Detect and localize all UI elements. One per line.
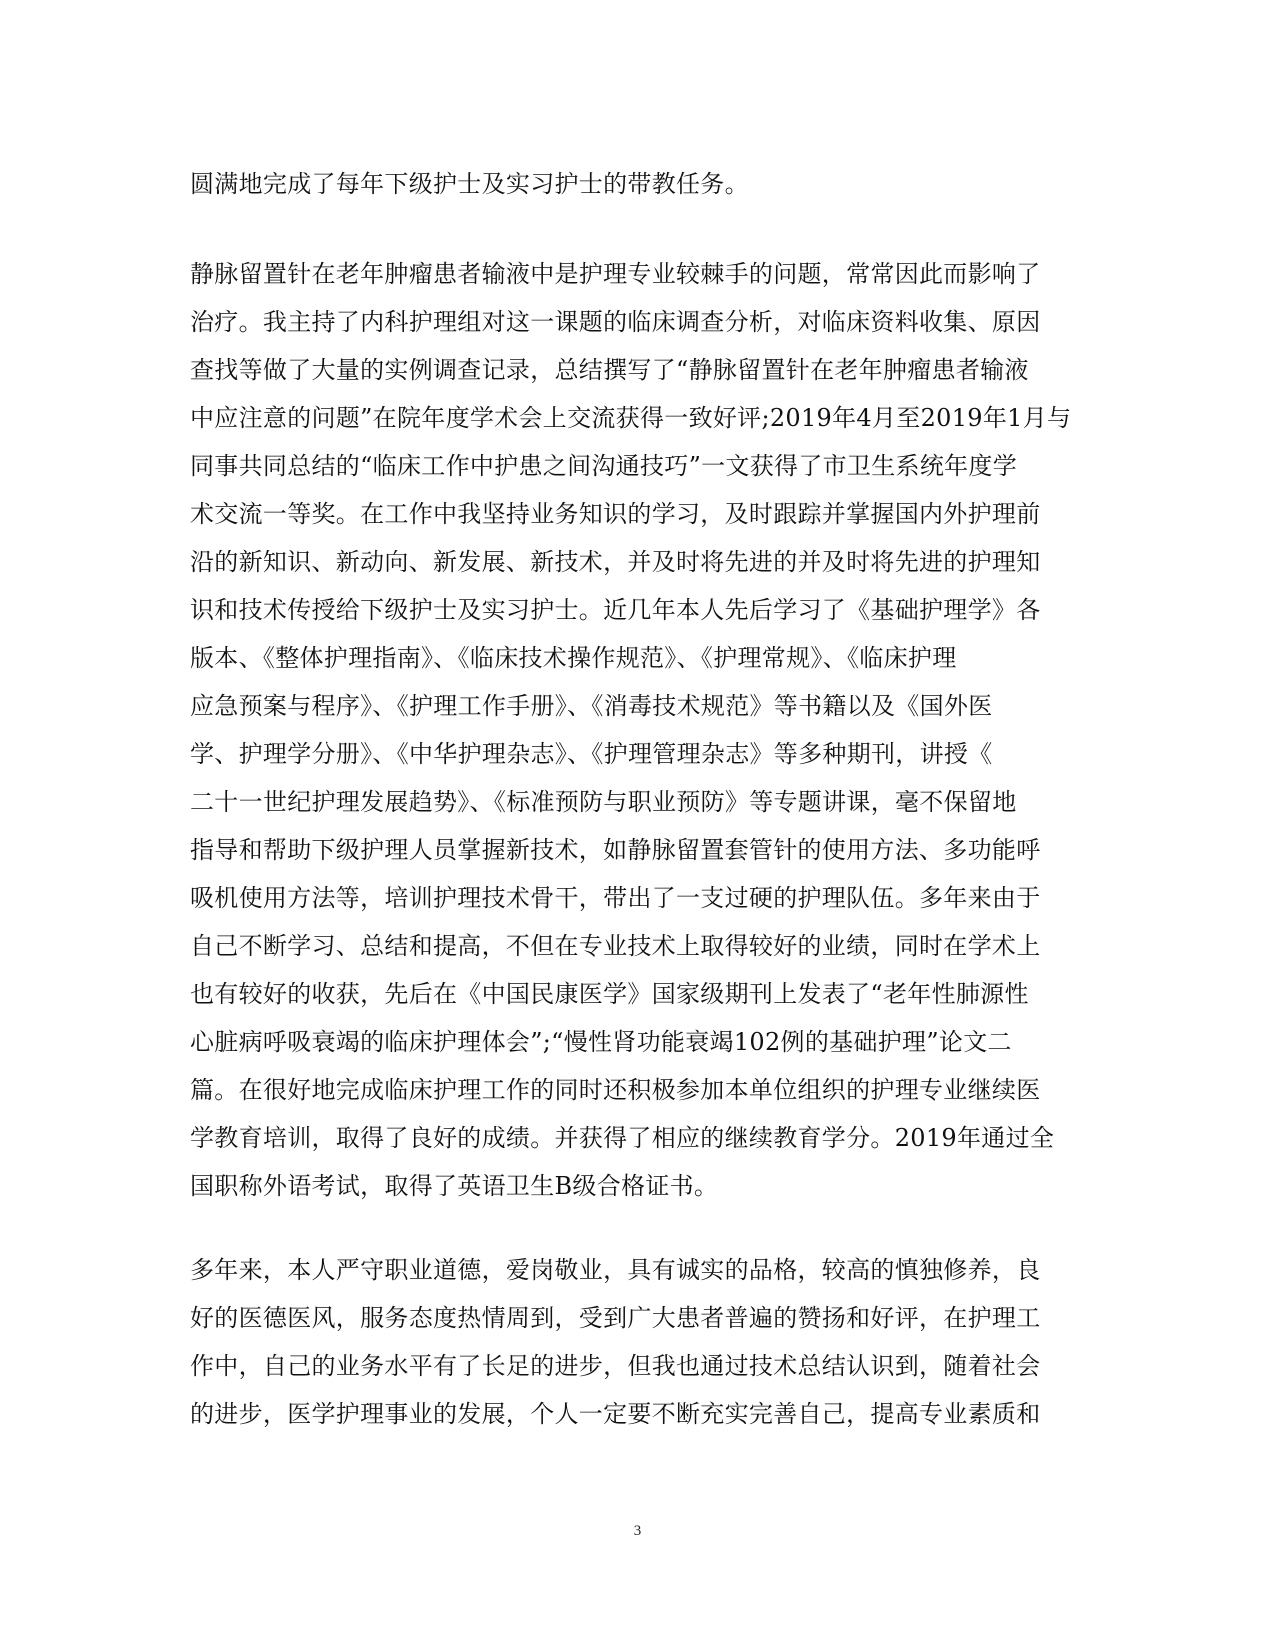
paragraph-line: 也有较好的收获，先后在《中国民康医学》国家级期刊上发表了“老年性肺源性	[190, 980, 1029, 1008]
paragraph-line: 篇。在很好地完成临床护理工作的同时还积极参加本单位组织的护理专业继续医	[190, 1076, 1041, 1104]
paragraph-line: 好的医德医风，服务态度热情周到，受到广大患者普遍的赞扬和好评，在护理工	[190, 1304, 1041, 1332]
paragraph-line: 版本、《整体护理指南》、《临床技术操作规范》、《护理常规》、《临床护理	[190, 644, 957, 672]
paragraph-line: 吸机使用方法等，培训护理技术骨干，带出了一支过硬的护理队伍。多年来由于	[190, 884, 1041, 912]
paragraph-line: 的进步，医学护理事业的发展，个人一定要不断充实完善自己，提高专业素质和	[190, 1400, 1041, 1428]
paragraph-line: 术交流一等奖。在工作中我坚持业务知识的学习，及时跟踪并掌握国内外护理前	[190, 500, 1041, 528]
paragraph-line: 同事共同总结的“临床工作中护患之间沟通技巧”一文获得了市卫生系统年度学	[190, 452, 1018, 480]
paragraph-line: 治疗。我主持了内科护理组对这一课题的临床调查分析，对临床资料收集、原因	[190, 308, 1041, 336]
paragraph-line: 学教育培训，取得了良好的成绩。并获得了相应的继续教育学分。2019年通过全	[190, 1124, 1055, 1152]
paragraph-line: 沿的新知识、新动向、新发展、新技术，并及时将先进的并及时将先进的护理知	[190, 548, 1041, 576]
paragraph-line: 中应注意的问题”在院年度学术会上交流获得一致好评;2019年4月至2019年1月与	[190, 404, 1072, 432]
paragraph-line: 二十一世纪护理发展趋势》、《标准预防与职业预防》等专题讲课，毫不保留地	[190, 788, 1017, 816]
paragraph-line: 圆满地完成了每年下级护士及实习护士的带教任务。	[190, 170, 749, 198]
paragraph-line: 国职称外语考试，取得了英语卫生B级合格证书。	[190, 1172, 719, 1200]
paragraph-2	[190, 250, 1090, 1210]
paragraph-line: 应急预案与程序》、《护理工作手册》、《消毒技术规范》等书籍以及《国外医	[190, 692, 993, 720]
paragraph-line: 作中，自己的业务水平有了长足的进步，但我也通过技术总结认识到，随着社会	[190, 1352, 1041, 1380]
paragraph-line: 静脉留置针在老年肿瘤患者输液中是护理专业较棘手的问题，常常因此而影响了	[190, 260, 1041, 288]
paragraph-line: 学、护理学分册》、《中华护理杂志》、《护理管理杂志》等多种期刊，讲授《	[190, 740, 993, 768]
paragraph-line: 识和技术传授给下级护士及实习护士。近几年本人先后学习了《基础护理学》各	[190, 596, 1041, 624]
paragraph-1	[190, 160, 1090, 208]
page-number: 3	[633, 1523, 642, 1539]
paragraph-line: 指导和帮助下级护理人员掌握新技术，如静脉留置套管针的使用方法、多功能呼	[190, 836, 1041, 864]
paragraph-3	[190, 1246, 1090, 1438]
paragraph-line: 自己不断学习、总结和提高，不但在专业技术上取得较好的业绩，同时在学术上	[190, 932, 1041, 960]
paragraph-line: 查找等做了大量的实例调查记录，总结撰写了“静脉留置针在老年肿瘤患者输液	[190, 356, 1029, 384]
paragraph-line: 多年来，本人严守职业道德，爱岗敬业，具有诚实的品格，较高的慎独修养，良	[190, 1256, 1041, 1284]
paragraph-line: 心脏病呼吸衰竭的临床护理体会”;“慢性肾功能衰竭102例的基础护理”论文二	[190, 1028, 1012, 1056]
